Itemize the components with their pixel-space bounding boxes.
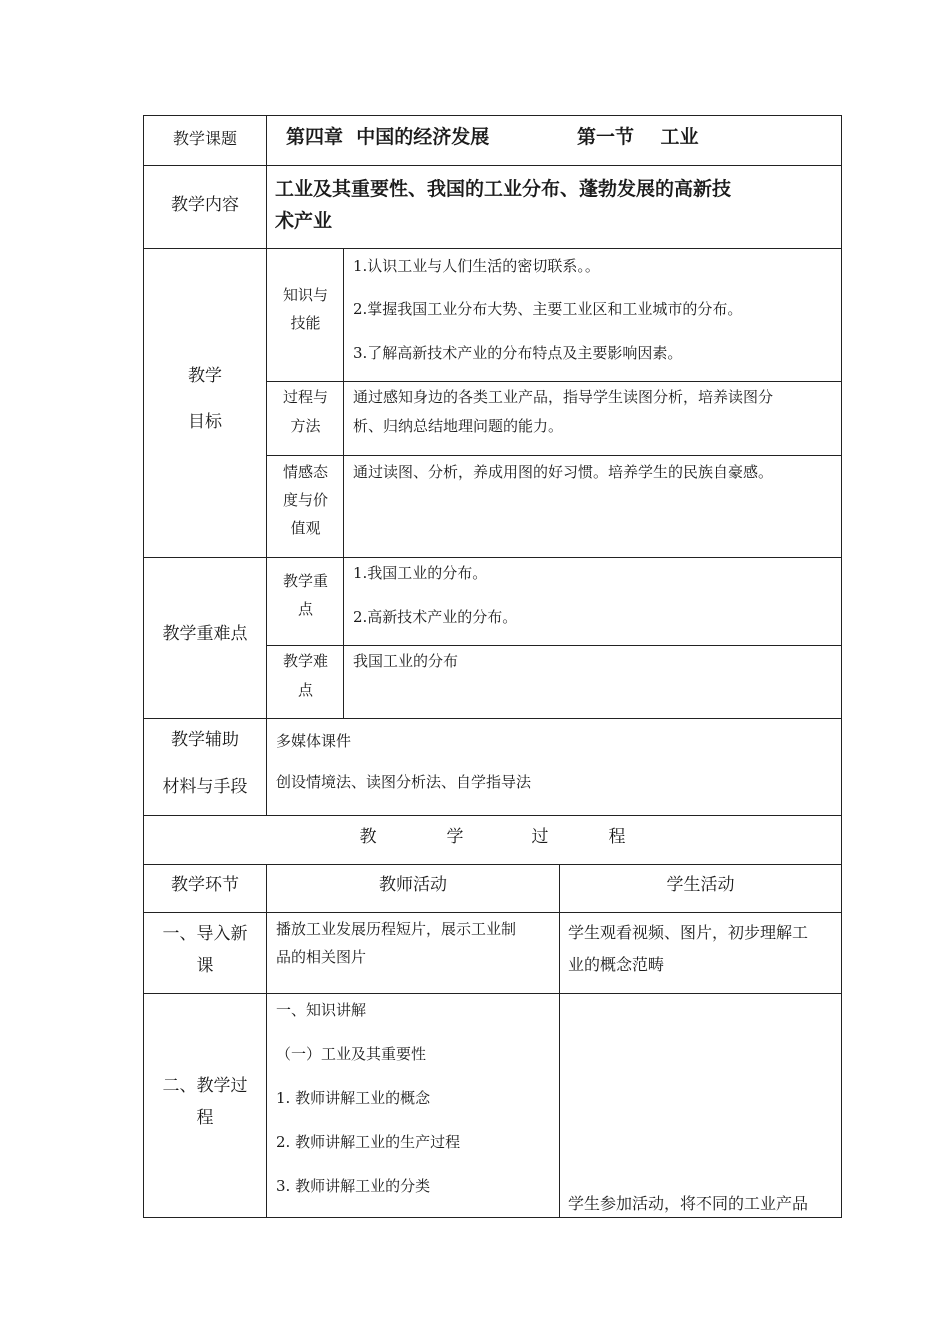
row-divider — [143, 557, 842, 558]
teacher-activity-item: 2. 教师讲解工业的生产过程 — [276, 1133, 461, 1151]
table-border-top — [143, 115, 842, 116]
knowledge-item: 1.认识工业与人们生活的密切联系。。 — [353, 257, 600, 275]
key-points-label: 教学重难点 — [162, 624, 248, 644]
column-header-stage: 教学环节 — [171, 875, 239, 895]
row-divider — [143, 993, 842, 994]
emotion-label-line3: 值观 — [290, 519, 321, 537]
row-divider — [143, 718, 842, 719]
focus-label-line1: 教学重 — [282, 572, 328, 590]
process-method-text-line1: 通过感知身边的各类工业产品，指导学生读图分析，培养读图分 — [353, 388, 774, 406]
difficulty-label-line1: 教学难 — [282, 652, 328, 670]
topic-chapter: 第四章 中国的经济发展 — [286, 126, 490, 148]
focus-item: 2.高新技术产业的分布。 — [353, 608, 518, 626]
row-divider — [267, 381, 842, 382]
student-activity-text: 学生参加活动，将不同的工业产品 — [568, 1194, 809, 1213]
teacher-activity-item: 1. 教师讲解工业的概念 — [276, 1089, 431, 1107]
teacher-activity-item: 一、知识讲解 — [276, 1001, 367, 1019]
stage-label-line2: 程 — [196, 1108, 214, 1128]
process-title-char: 学 — [446, 827, 464, 847]
row-divider — [143, 248, 842, 249]
row-divider — [143, 815, 842, 816]
column-header-teacher: 教师活动 — [379, 875, 447, 895]
column-divider — [559, 864, 560, 1218]
aids-label-line1: 教学辅助 — [171, 730, 239, 750]
emotion-text: 通过读图、分析，养成用图的好习惯。培养学生的民族自豪感。 — [353, 463, 774, 481]
process-title-char: 程 — [608, 827, 626, 847]
student-activity-line1: 学生观看视频、图片，初步理解工 — [568, 923, 809, 942]
aids-label-line2: 材料与手段 — [162, 777, 248, 797]
focus-label-line2: 点 — [297, 600, 313, 618]
topic-label: 教学课题 — [172, 129, 237, 148]
content-text-line1: 工业及其重要性、我国的工业分布、蓬勃发展的高新技 — [275, 178, 732, 200]
table-border-left — [143, 115, 144, 1218]
content-label: 教学内容 — [171, 195, 239, 215]
knowledge-label-line2: 技能 — [290, 314, 321, 332]
stage-label-line2: 课 — [196, 956, 214, 976]
aids-item: 多媒体课件 — [276, 732, 352, 750]
knowledge-item: 2.掌握我国工业分布大势、主要工业区和工业城市的分布。 — [353, 300, 743, 318]
row-divider — [267, 645, 842, 646]
knowledge-label-line1: 知识与 — [282, 286, 328, 304]
teacher-activity-line2: 品的相关图片 — [276, 948, 367, 966]
process-method-label-line2: 方法 — [290, 417, 321, 435]
teacher-activity-line1: 播放工业发展历程短片，展示工业制 — [276, 920, 517, 938]
stage-label-line1: 一、导入新 — [162, 924, 248, 944]
row-divider — [143, 165, 842, 166]
row-divider — [143, 864, 842, 865]
table-border-right — [841, 115, 842, 1218]
process-method-text-line2: 析、归纳总结地理问题的能力。 — [353, 417, 564, 435]
goals-label-line1: 教学 — [188, 366, 222, 386]
column-header-student: 学生活动 — [666, 875, 735, 895]
stage-label-line1: 二、教学过 — [162, 1076, 248, 1096]
teacher-activity-item: （一）工业及其重要性 — [276, 1045, 427, 1063]
goals-label-line2: 目标 — [188, 412, 222, 432]
table-border-bottom — [143, 1217, 842, 1218]
content-text-line2: 术产业 — [275, 210, 333, 232]
column-divider — [266, 864, 267, 1218]
process-title-char: 过 — [531, 827, 549, 847]
emotion-label-line1: 情感态 — [282, 463, 328, 481]
process-title-char: 教 — [359, 827, 377, 847]
row-divider — [267, 455, 842, 456]
process-method-label-line1: 过程与 — [282, 388, 328, 406]
teacher-activity-item: 3. 教师讲解工业的分类 — [276, 1177, 431, 1195]
difficulty-label-line2: 点 — [297, 681, 313, 699]
aids-item: 创设情境法、读图分析法、自学指导法 — [276, 773, 532, 791]
student-activity-line2: 业的概念范畴 — [568, 955, 665, 974]
difficulty-text: 我国工业的分布 — [353, 652, 459, 670]
focus-item: 1.我国工业的分布。 — [353, 564, 488, 582]
row-divider — [143, 912, 842, 913]
emotion-label-line2: 度与价 — [282, 491, 328, 509]
topic-section: 第一节 工业 — [577, 126, 699, 148]
knowledge-item: 3.了解高新技术产业的分布特点及主要影响因素。 — [353, 344, 683, 362]
